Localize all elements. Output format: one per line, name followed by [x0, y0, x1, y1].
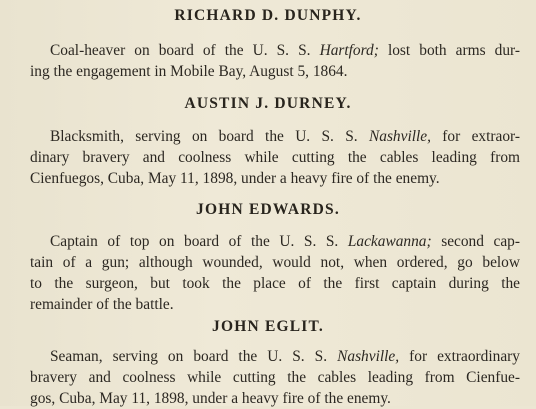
citation-line: Seaman, serving on board the U. S. S. Nashville, for extraordinary	[50, 348, 520, 365]
citation-line: bravery and coolness while cutting the cables leading from Cienfue-	[30, 369, 520, 386]
entry-heading: RICHARD D. DUNPHY.	[174, 7, 362, 24]
entry-citation	[30, 231, 520, 315]
ship-name: Nashville,	[337, 348, 400, 365]
entry-heading: AUSTIN J. DURNEY.	[184, 95, 352, 112]
entry-citation	[30, 346, 520, 409]
entry-heading: JOHN EGLIT.	[212, 318, 324, 335]
citation-line: Captain of top on board of the U. S. S. Lackawanna; second cap-	[50, 233, 520, 250]
citation-line: to the surgeon, but took the place of the first captain during the	[30, 275, 520, 292]
entry-citation	[30, 40, 520, 82]
citation-line: remainder of the battle.	[30, 296, 174, 313]
citation-line: ing the engagement in Mobile Bay, August 5, 1864.	[30, 63, 348, 80]
citation-line: dinary bravery and coolness while cutting the cables leading from	[30, 149, 520, 166]
citation-line: Cienfuegos, Cuba, May 11, 1898, under a heavy fire of the enemy.	[30, 170, 440, 187]
ship-name: Hartford;	[319, 42, 379, 59]
citation-line: Blacksmith, serving on board the U. S. S. Nashville, for extraor-	[50, 128, 520, 145]
citation-line: Coal-heaver on board of the U. S. S. Hartford; lost both arms dur-	[50, 42, 520, 59]
citation-line: tain of a gun; although wounded, would not, when ordered, go below	[30, 254, 520, 271]
ship-name: Lackawanna;	[347, 233, 432, 250]
citation-line: gos, Cuba, May 11, 1898, under a heavy fire of the enemy.	[30, 390, 391, 407]
ship-name: Nashville,	[368, 128, 431, 145]
entry-heading: JOHN EDWARDS.	[196, 201, 340, 218]
entry-citation	[30, 126, 520, 189]
